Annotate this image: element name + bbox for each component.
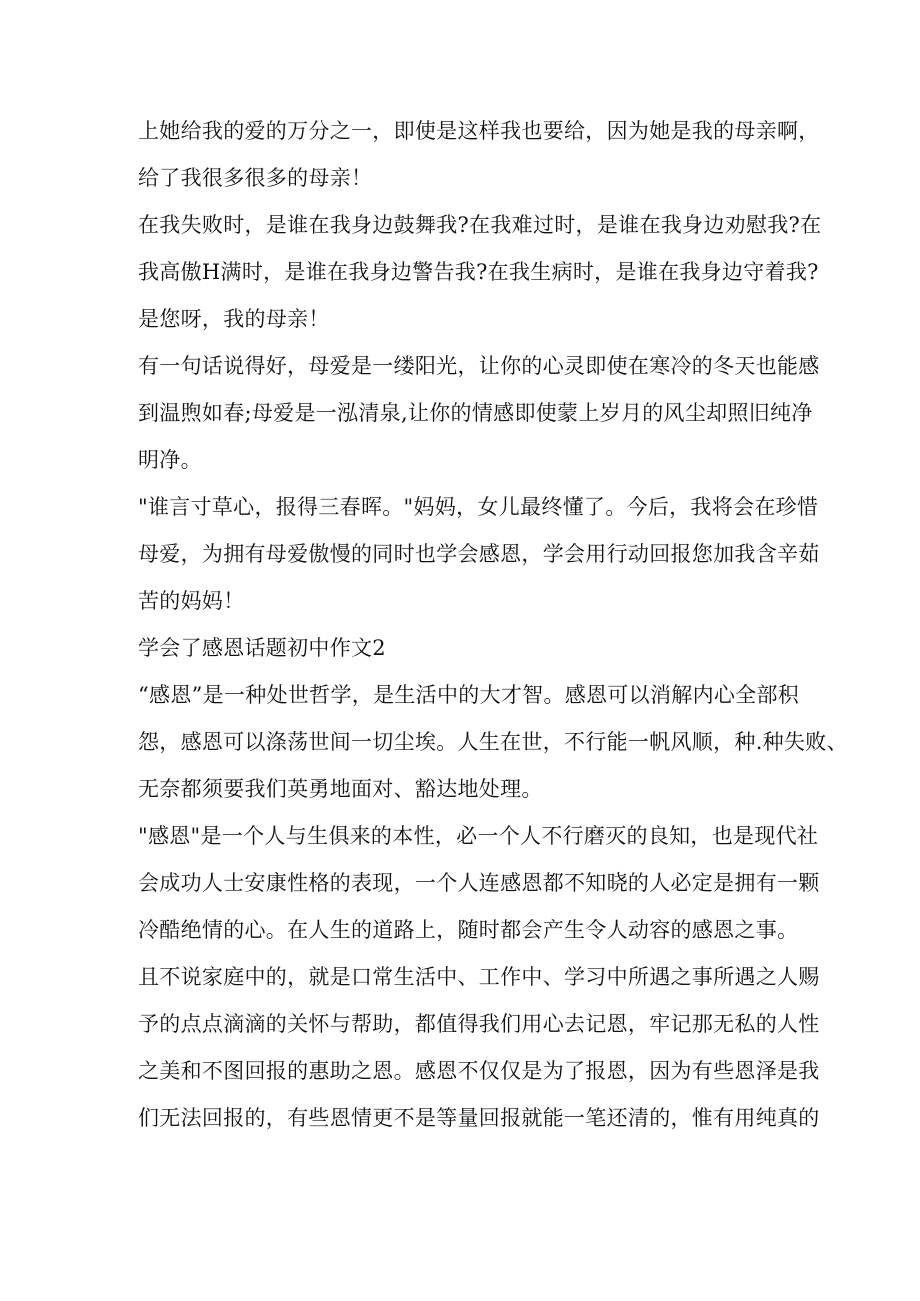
text-line: 明净。 xyxy=(138,448,202,472)
section-heading: 学会了感恩话题初中作文2 xyxy=(138,636,386,660)
text-line: 们无法回报的，有些恩情更不是等量回报就能一笔还清的，惟有用纯真的 xyxy=(138,1106,820,1130)
text-line: 母爱，为拥有母爱傲慢的同时也学会感恩，学会用行动回报您加我含辛茹 xyxy=(138,542,820,566)
text-line: 我高傲H满时，是谁在我身边警告我?在我生病时，是谁在我身边守着我? xyxy=(138,260,819,284)
text-line: 是您呀，我的母亲！ xyxy=(138,307,330,331)
text-line: "感恩"是一个人与生俱来的本性，必一个人不行磨灭的良知，也是现代社 xyxy=(138,824,819,848)
text-line: 有一句话说得好，母爱是一缕阳光，让你的心灵即使在寒冷的冬天也能感 xyxy=(138,354,820,378)
text-line: 冷酷绝情的心。在人生的道路上，随时都会产生令人动容的感恩之事。 xyxy=(138,918,799,942)
text-line: 会成功人士安康性格的表现，一个人连感恩都不知晓的人必定是拥有一颗 xyxy=(138,871,820,895)
text-line: 之美和不图回报的惠助之恩。感恩不仅仅是为了报恩，因为有些恩泽是我 xyxy=(138,1059,820,1083)
text-line: 且不说家庭中的，就是口常生活中、工作中、学习中所遇之事所遇之人赐 xyxy=(138,965,820,989)
text-line: 无奈都须要我们英勇地面对、豁达地处理。 xyxy=(138,777,543,801)
text-line: 予的点点滴滴的关怀与帮助，都值得我们用心去记恩，牢记那无私的人性 xyxy=(138,1012,820,1036)
text-line: 到温煦如春;母爱是一泓清泉,让你的情感即使蒙上岁月的风尘却照旧纯净 xyxy=(138,401,813,425)
text-line: "谁言寸草心，报得三春晖。"妈妈，女儿最终懂了。今后，我将会在珍惜 xyxy=(138,495,819,519)
text-line: 在我失败时，是谁在我身边鼓舞我?在我难过时，是谁在我身边劝慰我?在 xyxy=(138,213,822,237)
text-line: 上她给我的爱的万分之一，即使是这样我也要给，因为她是我的母亲啊， xyxy=(138,119,820,143)
text-line: “感恩”是一种处世哲学，是生活中的大才智。感恩可以消解内心全部积 xyxy=(138,683,800,707)
text-line: 苦的妈妈！ xyxy=(138,589,245,613)
document-body xyxy=(138,108,848,1142)
text-line: 怨，感恩可以涤荡世间一切尘埃。人生在世，不行能一帆风顺，种.种失败、 xyxy=(138,730,848,754)
text-line: 给了我很多很多的母亲！ xyxy=(138,166,373,190)
